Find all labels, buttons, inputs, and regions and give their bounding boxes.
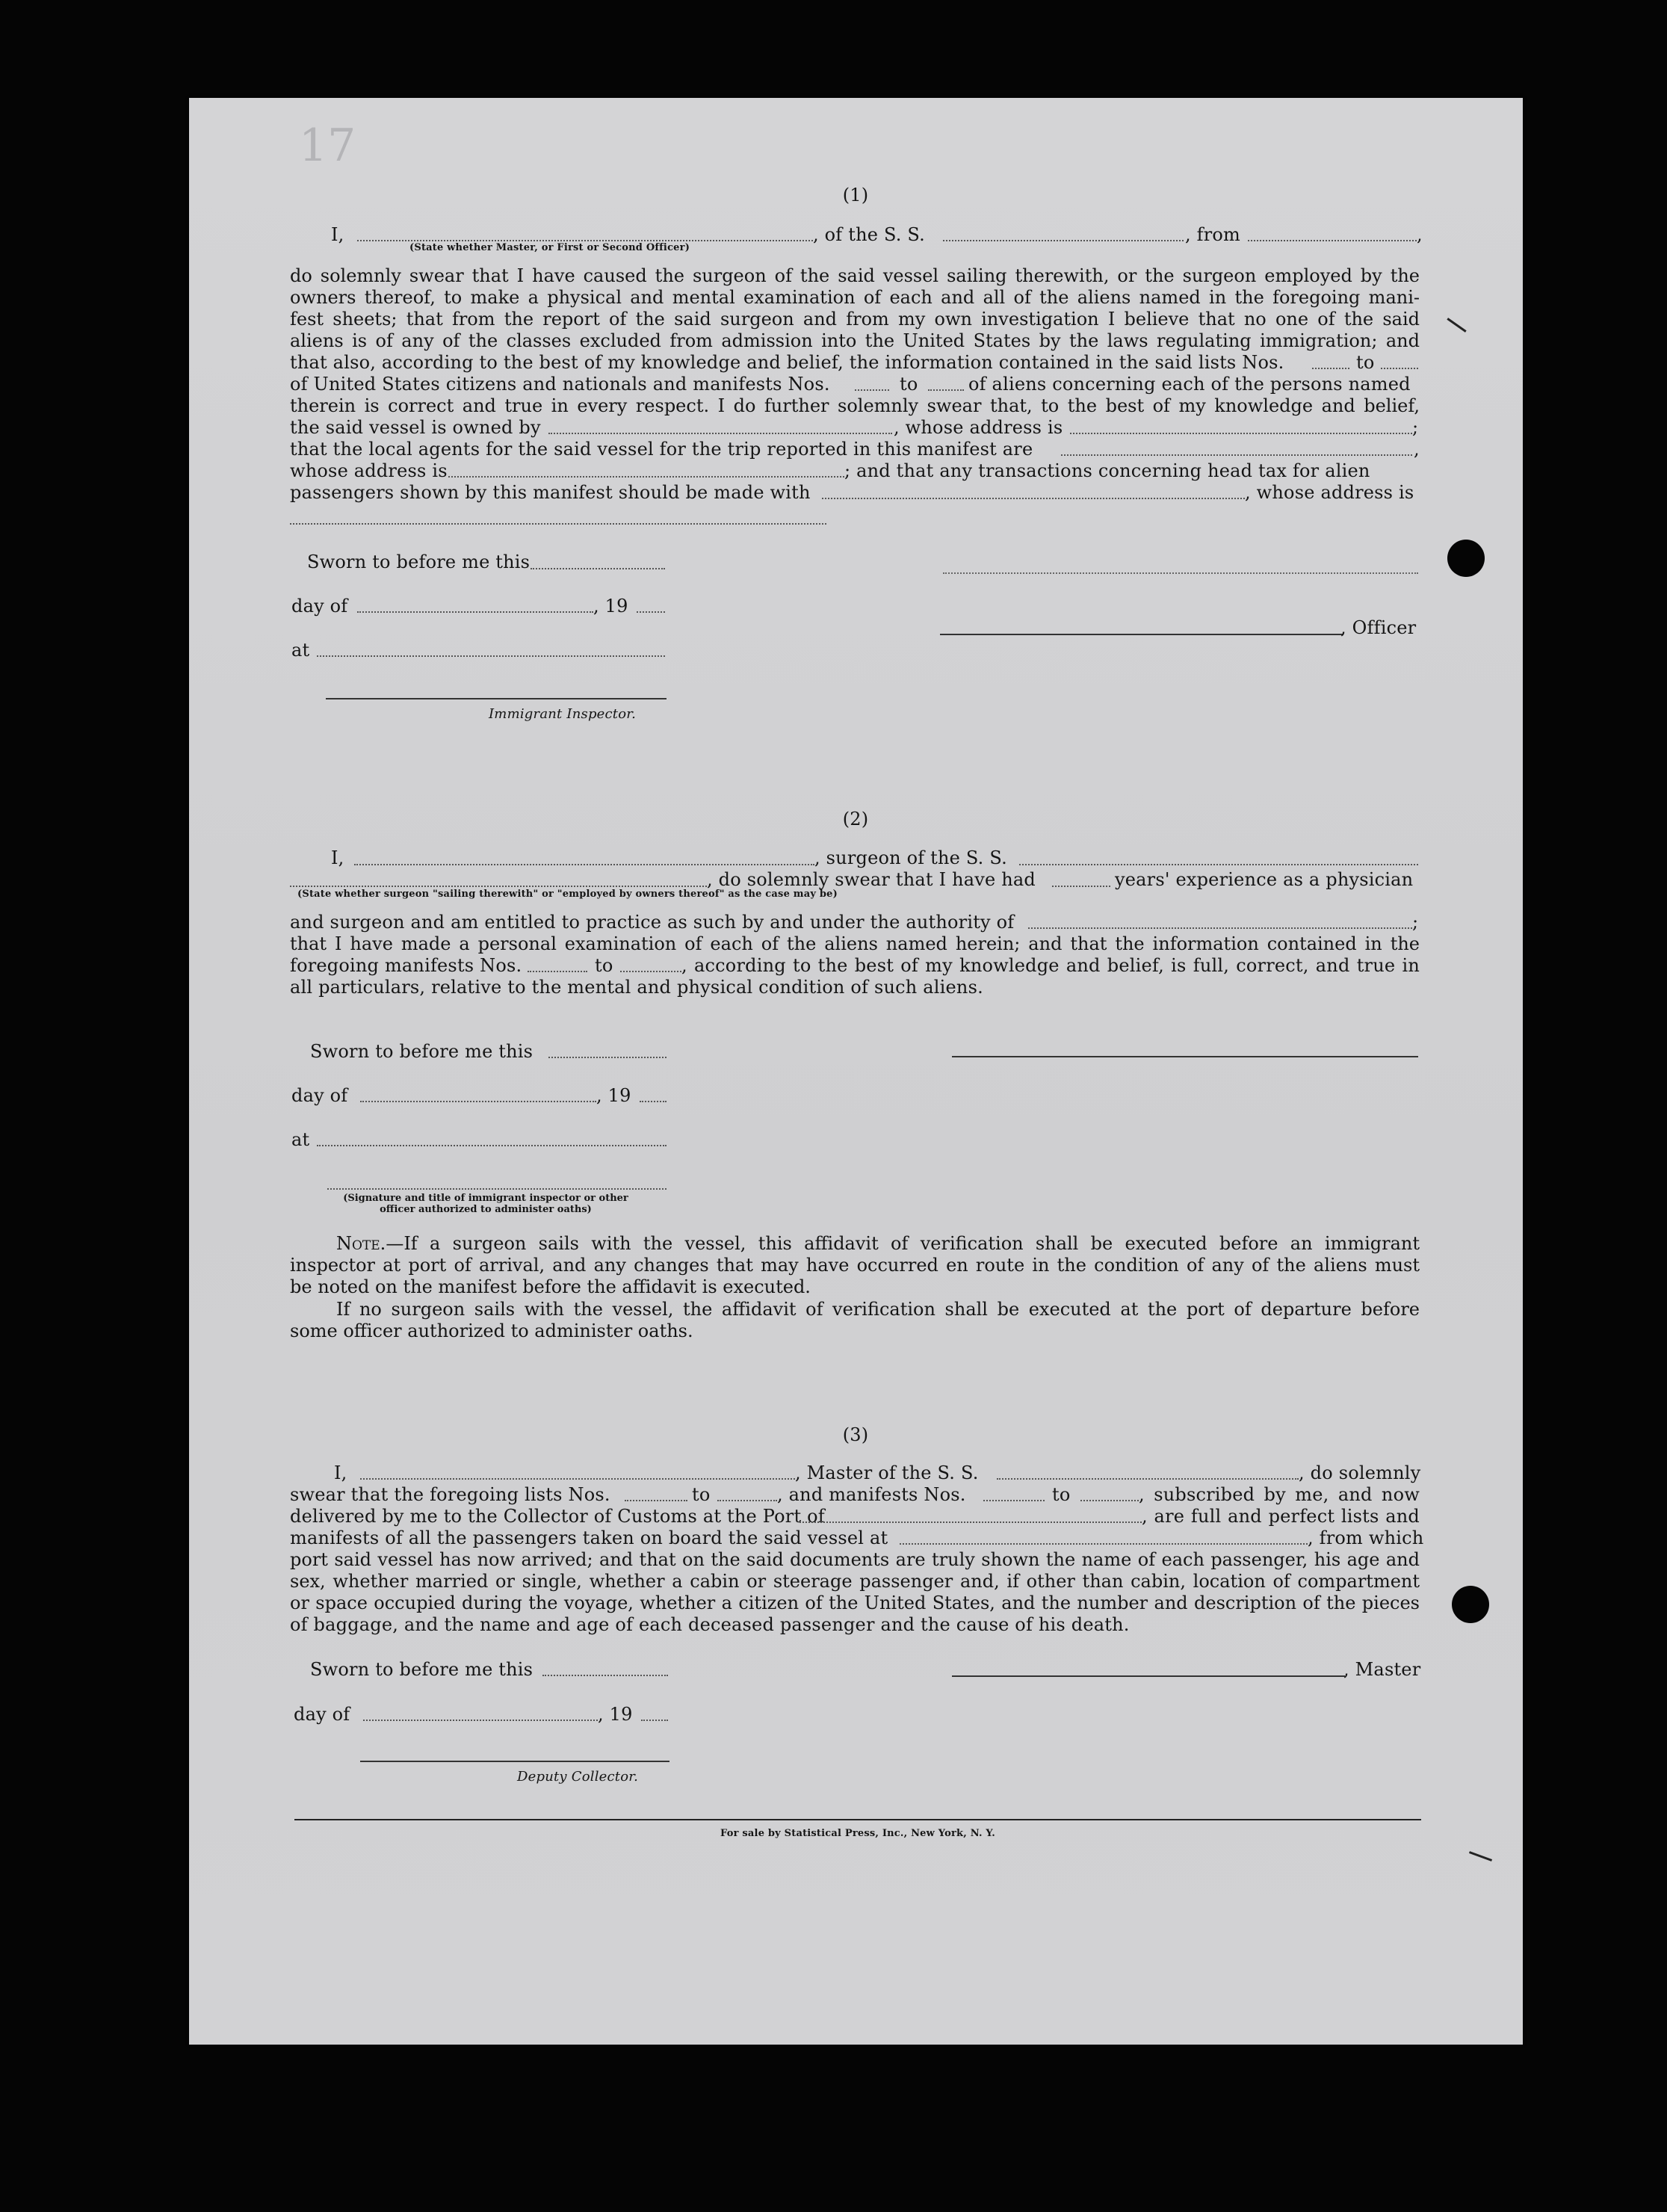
label-to: to xyxy=(692,1484,711,1505)
year-field[interactable] xyxy=(641,1720,668,1721)
head-tax-agent-field[interactable] xyxy=(822,498,1245,499)
label-and-manifests: , and manifests Nos. xyxy=(777,1484,966,1505)
officer-name-field[interactable] xyxy=(357,240,813,241)
year-field[interactable] xyxy=(637,611,665,613)
day-of-label: day of xyxy=(291,1085,348,1106)
oath-line: aliens is of any of the classes excluded from admission into the United States by the laws regulating immigration; and xyxy=(290,330,1420,351)
oath-line-tail: , from which xyxy=(1308,1527,1424,1548)
at-label: at xyxy=(291,640,310,661)
oath-line: and surgeon and am entitled to practice as such by and under the authority of xyxy=(290,912,1015,933)
years-field[interactable] xyxy=(1052,886,1110,887)
label-surgeon: , surgeon of the S. S. xyxy=(814,847,1007,868)
oath-line-tail: , subscribed by me, and now xyxy=(1139,1484,1420,1505)
oath-line: or space occupied during the voyage, whether a citizen of the United States, and the number and description of the pieces xyxy=(290,1592,1420,1613)
oath-line-tail: , are full and perfect lists and xyxy=(1142,1506,1420,1527)
label-master: , Master of the S. S. xyxy=(795,1462,979,1483)
oath-line: foregoing manifests Nos. xyxy=(290,955,522,976)
comma: , xyxy=(1417,224,1423,245)
owner-field[interactable] xyxy=(548,433,892,434)
sworn-date-field[interactable] xyxy=(548,1057,667,1058)
sworn-label: Sworn to before me this xyxy=(310,1041,533,1062)
authority-field[interactable] xyxy=(1028,927,1412,929)
ship-name-field[interactable] xyxy=(1019,864,1418,865)
surgeon-status-field[interactable] xyxy=(290,886,707,887)
at-place-field[interactable] xyxy=(317,655,665,657)
inspector-signature-line[interactable] xyxy=(326,698,667,699)
note-line: inspector at port of arrival, and any changes that may have occurred en route in the condition of any of the aliens must xyxy=(290,1255,1420,1276)
surgeon-name-field[interactable] xyxy=(354,864,814,865)
signature-caption: (Signature and title of immigrant inspector or other officer authorized to administer oaths) xyxy=(343,1193,628,1215)
label-to: to xyxy=(900,374,918,395)
comma: , xyxy=(1414,439,1420,460)
oath-line: do solemnly swear that I have caused the surgeon of the said vessel sailing therewith, or the surgeon employed by the xyxy=(290,265,1420,286)
officer-label: , Officer xyxy=(1340,617,1417,638)
manifest-from-field[interactable] xyxy=(983,1500,1045,1501)
note-line: be noted on the manifest before the affidavit is executed. xyxy=(290,1276,811,1298)
label-i: I, xyxy=(334,1462,347,1483)
oath-line: of baggage, and the name and age of each deceased passenger and the cause of his death. xyxy=(290,1614,1130,1635)
oath-line: the said vessel is owned by xyxy=(290,417,541,438)
lists-from-field[interactable] xyxy=(625,1500,687,1501)
oath-line: manifests of all the passengers taken on board the said vessel at xyxy=(290,1527,888,1548)
manifest-from-field[interactable] xyxy=(528,971,587,972)
oath-line-tail: , according to the best of my knowledge and belief, is full, correct, and true in xyxy=(681,955,1420,976)
note-line: some officer authorized to administer oaths. xyxy=(290,1320,693,1341)
oath-line: sex, whether married or single, whether a cabin or steerage passenger and, if other than cabin, location of compartment xyxy=(290,1571,1420,1592)
master-signature-line[interactable] xyxy=(952,1675,1345,1677)
oath-line: therein is correct and true in every respect. I do further solemnly swear that, to the best of my knowledge and belief, xyxy=(290,395,1420,416)
label-of-ss: , of the S. S. xyxy=(813,224,926,245)
oath-line: that also, according to the best of my knowledge and belief, the information contained in the said lists Nos. xyxy=(290,352,1284,373)
officer-signature-line[interactable] xyxy=(940,634,1343,635)
oath-line: delivered by me to the Collector of Customs at the Port of xyxy=(290,1506,825,1527)
sworn-label: Sworn to before me this xyxy=(307,552,531,572)
note-label: Note. xyxy=(336,1233,386,1254)
master-name-field[interactable] xyxy=(360,1478,795,1480)
lists-to-field[interactable] xyxy=(717,1500,777,1501)
section-number: (1) xyxy=(842,185,869,206)
label-whose-address: , whose address is xyxy=(894,417,1063,438)
oath-line-tail: ; and that any transactions concerning head tax for alien xyxy=(844,460,1370,481)
manifest-from-field[interactable] xyxy=(855,389,889,391)
year-label: , 19 xyxy=(598,1704,633,1725)
label-i: I, xyxy=(331,847,344,868)
section-number: (2) xyxy=(842,809,869,830)
port-from-field[interactable] xyxy=(1248,240,1417,241)
label-to: to xyxy=(1052,1484,1071,1505)
manifest-to-field[interactable] xyxy=(928,389,964,391)
deputy-caption: Deputy Collector. xyxy=(517,1769,638,1785)
day-of-field[interactable] xyxy=(363,1720,598,1721)
label-i: I, xyxy=(331,224,344,245)
semicolon: ; xyxy=(1412,417,1419,438)
manifest-to-field[interactable] xyxy=(620,971,681,972)
note-block xyxy=(290,1233,1420,1342)
master-label: , Master xyxy=(1343,1659,1421,1680)
inspector-caption: Immigrant Inspector. xyxy=(489,706,637,722)
at-place-field[interactable] xyxy=(317,1145,667,1146)
label-from: , from xyxy=(1185,224,1241,245)
day-of-label: day of xyxy=(291,596,348,617)
at-label: at xyxy=(291,1129,310,1150)
ship-name-field[interactable] xyxy=(943,240,1184,241)
margin-number: 17 xyxy=(299,120,356,172)
binder-hole-top xyxy=(1447,540,1485,577)
day-of-field[interactable] xyxy=(357,611,593,613)
oath-line-tail: of aliens concerning each of the persons named xyxy=(968,374,1411,395)
head-tax-address-field[interactable] xyxy=(290,523,826,525)
agents-address-field[interactable] xyxy=(448,476,844,478)
oath-line: of United States citizens and nationals and manifests Nos. xyxy=(290,374,830,395)
note-line: —If a surgeon sails with the vessel, this affidavit of verification shall be executed before an immigrant xyxy=(386,1233,1420,1254)
owner-address-field[interactable] xyxy=(1070,433,1412,434)
boarding-place-field[interactable] xyxy=(900,1543,1308,1545)
sworn-date-field[interactable] xyxy=(531,568,665,569)
day-of-label: day of xyxy=(294,1704,350,1725)
lists-from-field[interactable] xyxy=(1312,368,1349,369)
oath-line: all particulars, relative to the mental and physical condition of such aliens. xyxy=(290,977,983,998)
sworn-date-field[interactable] xyxy=(542,1675,668,1676)
oath-line: fest sheets; that from the report of the said surgeon and from my own investigation I believe that no one of the said xyxy=(290,309,1420,330)
oath-line: passengers shown by this manifest should be made with xyxy=(290,482,811,503)
printer-imprint: For sale by Statistical Press, Inc., New York, N. Y. xyxy=(720,1828,995,1839)
lists-to-field[interactable] xyxy=(1381,368,1418,369)
inspector-signature-line[interactable] xyxy=(327,1188,667,1190)
local-agents-field[interactable] xyxy=(1061,454,1412,456)
years-label: years' experience as a physician xyxy=(1115,869,1414,890)
semicolon: ; xyxy=(1412,912,1419,933)
sworn-label: Sworn to before me this xyxy=(310,1659,533,1680)
oath-line-tail: , whose address is xyxy=(1245,482,1414,503)
day-of-field[interactable] xyxy=(360,1101,596,1102)
binder-hole-bottom xyxy=(1452,1586,1489,1623)
year-label: , 19 xyxy=(593,596,628,617)
swear-label: , do solemnly xyxy=(1299,1462,1421,1483)
oath-line: that the local agents for the said vessel for the trip reported in this manifest are xyxy=(290,439,1033,460)
note-line: If no surgeon sails with the vessel, the affidavit of verification shall be executed at the port of departure before xyxy=(336,1298,1420,1320)
ship-name-field[interactable] xyxy=(997,1478,1299,1480)
port-field[interactable] xyxy=(800,1521,1142,1523)
deputy-signature-line[interactable] xyxy=(360,1761,669,1762)
officer-signature-line-upper[interactable] xyxy=(943,572,1418,574)
section-number: (3) xyxy=(842,1424,869,1445)
oath-line: port said vessel has now arrived; and that on the said documents are truly shown the name of each passenger, his age and xyxy=(290,1549,1420,1570)
swear-label: , do solemnly swear that I have had xyxy=(707,869,1036,890)
oath-line: owners thereof, to make a physical and mental examination of each and all of the aliens named in the foregoing mani- xyxy=(290,287,1420,308)
label-to: to xyxy=(1356,352,1375,373)
surgeon-caption: (State whether surgeon "sailing therewith" or "employed by owners thereof" as the case may be) xyxy=(297,889,838,900)
year-field[interactable] xyxy=(640,1101,667,1102)
year-label: , 19 xyxy=(596,1085,631,1106)
oath-line: swear that the foregoing lists Nos. xyxy=(290,1484,610,1505)
officer-caption: (State whether Master, or First or Second Officer) xyxy=(409,242,690,253)
oath-line: that I have made a personal examination of each of the aliens named herein; and that the information contained in the xyxy=(290,933,1420,954)
footer-rule xyxy=(294,1819,1421,1820)
oath-line: whose address is xyxy=(290,460,448,481)
label-to: to xyxy=(595,955,613,976)
surgeon-signature-line[interactable] xyxy=(952,1056,1418,1057)
manifest-to-field[interactable] xyxy=(1080,1500,1139,1501)
